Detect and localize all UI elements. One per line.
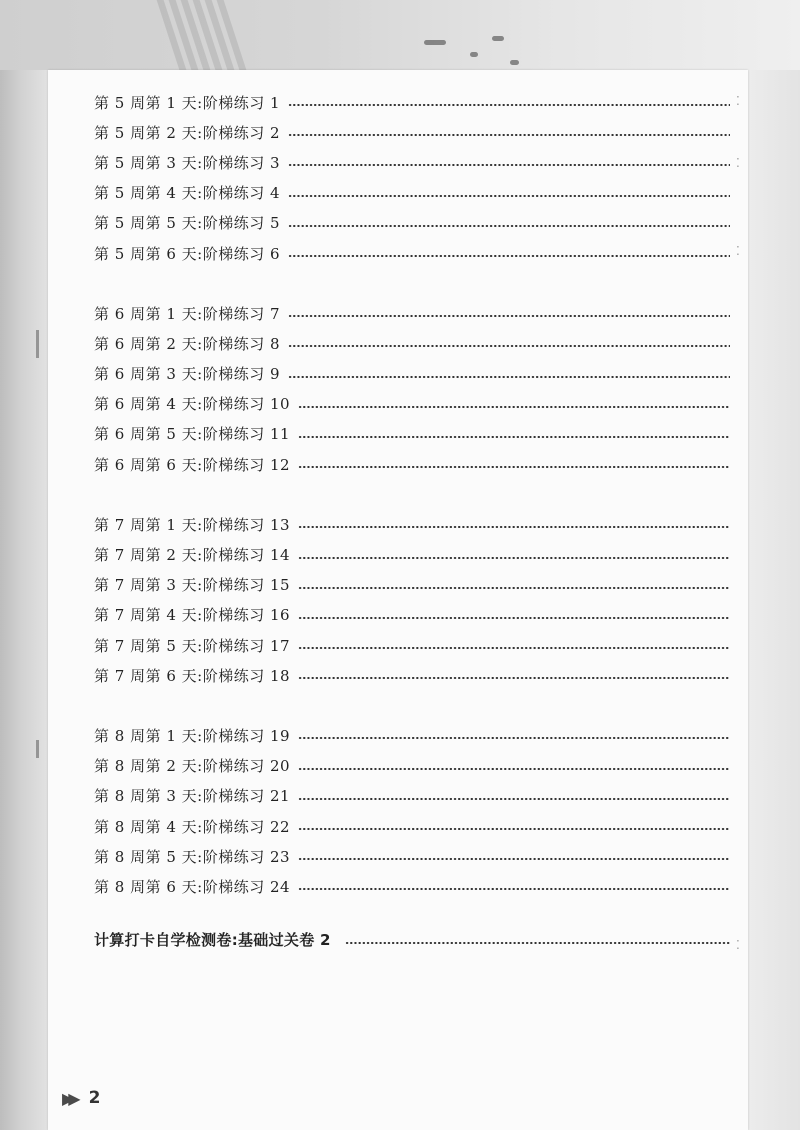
scan-scuff — [36, 740, 39, 758]
dot-leader — [288, 195, 730, 197]
edge-bleed-mark: ⁚ — [736, 938, 740, 952]
toc-entry-label: 第 5 周第 6 天:阶梯练习 6 — [94, 244, 281, 263]
toc-entry[interactable] — [94, 419, 734, 449]
toc-entry[interactable] — [94, 389, 734, 419]
toc-entry[interactable] — [94, 87, 734, 117]
dot-leader — [298, 677, 730, 679]
toc-entry-label: 第 5 周第 2 天:阶梯练习 2 — [94, 123, 281, 142]
toc-entry[interactable] — [94, 208, 734, 238]
toc-entry-label: 第 6 周第 3 天:阶梯练习 9 — [94, 365, 281, 384]
toc-entry[interactable] — [94, 509, 734, 539]
toc-entry-label: 第 8 周第 2 天:阶梯练习 20 — [94, 757, 291, 776]
dot-leader — [288, 134, 730, 136]
toc-entry-label: 第 5 周第 3 天:阶梯练习 3 — [94, 153, 281, 172]
edge-bleed-mark: ⁚ — [736, 244, 740, 258]
toc-entry[interactable] — [94, 178, 734, 208]
toc-entry-label: 第 6 周第 1 天:阶梯练习 7 — [94, 304, 281, 323]
dot-leader — [298, 737, 730, 739]
toc-group-gap — [94, 690, 734, 720]
dot-leader — [298, 557, 730, 559]
toc-entry[interactable] — [94, 751, 734, 781]
toc-entry-label: 第 6 周第 4 天:阶梯练习 10 — [94, 395, 291, 414]
scan-scuff — [36, 330, 39, 358]
dot-leader — [298, 798, 730, 800]
toc-entry[interactable] — [94, 781, 734, 811]
toc-entry-label: 第 7 周第 4 天:阶梯练习 16 — [94, 606, 291, 625]
toc-entry[interactable] — [94, 147, 734, 177]
edge-bleed-mark: ⁚ — [736, 156, 740, 170]
toc-entry[interactable] — [94, 328, 734, 358]
toc-entry-label: 第 5 周第 5 天:阶梯练习 5 — [94, 214, 281, 233]
toc-entry-label: 第 8 周第 5 天:阶梯练习 23 — [94, 847, 291, 866]
scan-mark — [492, 36, 504, 41]
table-of-contents — [94, 87, 734, 955]
toc-entry[interactable] — [94, 298, 734, 328]
toc-entry-label: 第 6 周第 2 天:阶梯练习 8 — [94, 334, 281, 353]
dot-leader — [288, 164, 730, 166]
dot-leader — [298, 647, 730, 649]
toc-entry-label: 第 7 周第 3 天:阶梯练习 15 — [94, 576, 291, 595]
toc-entry-label: 第 8 周第 6 天:阶梯练习 24 — [94, 877, 291, 896]
scan-top-band — [0, 0, 800, 70]
toc-entry-label: 第 8 周第 1 天:阶梯练习 19 — [94, 726, 291, 745]
dot-leader — [288, 376, 730, 378]
dot-leader — [288, 315, 730, 317]
toc-entry-label: 第 8 周第 3 天:阶梯练习 21 — [94, 787, 291, 806]
toc-entry-label: 第 5 周第 1 天:阶梯练习 1 — [94, 93, 281, 112]
toc-entry-label: 第 7 周第 5 天:阶梯练习 17 — [94, 636, 291, 655]
dot-leader — [298, 406, 730, 408]
scan-mark — [424, 40, 446, 45]
toc-group-gap — [94, 479, 734, 509]
toc-entry[interactable] — [94, 449, 734, 479]
dot-leader — [288, 104, 730, 106]
dot-leader — [288, 255, 730, 257]
toc-entry[interactable] — [94, 871, 734, 901]
dot-leader — [288, 345, 730, 347]
toc-entry[interactable] — [94, 811, 734, 841]
page-footer — [62, 1088, 100, 1108]
toc-entry-test[interactable] — [94, 925, 734, 955]
dot-leader — [298, 888, 730, 890]
dot-leader — [298, 858, 730, 860]
toc-entry-label: 第 7 周第 1 天:阶梯练习 13 — [94, 515, 291, 534]
toc-entry[interactable] — [94, 359, 734, 389]
toc-entry[interactable] — [94, 117, 734, 147]
toc-entry[interactable] — [94, 600, 734, 630]
toc-group-gap — [94, 268, 734, 298]
dot-leader — [288, 225, 730, 227]
dot-leader — [298, 587, 730, 589]
toc-entry-label: 第 8 周第 4 天:阶梯练习 22 — [94, 817, 291, 836]
toc-entry[interactable] — [94, 238, 734, 268]
dot-leader — [298, 828, 730, 830]
dot-leader — [298, 526, 730, 528]
scan-left-edge — [0, 70, 48, 1130]
dot-leader — [298, 768, 730, 770]
toc-entry[interactable] — [94, 539, 734, 569]
dot-leader — [345, 942, 730, 944]
toc-entry[interactable] — [94, 841, 734, 871]
dot-leader — [298, 436, 730, 438]
toc-entry-label: 第 7 周第 6 天:阶梯练习 18 — [94, 666, 291, 685]
page-number: 2 — [88, 1088, 101, 1108]
toc-entry-label: 第 6 周第 5 天:阶梯练习 11 — [94, 425, 291, 444]
toc-entry[interactable] — [94, 720, 734, 750]
double-right-arrow-icon: ▶▶ — [62, 1088, 75, 1108]
dot-leader — [298, 466, 730, 468]
toc-entry[interactable] — [94, 570, 734, 600]
dot-leader — [298, 617, 730, 619]
toc-entry-label: 第 6 周第 6 天:阶梯练习 12 — [94, 455, 291, 474]
toc-entry[interactable] — [94, 630, 734, 660]
toc-entry[interactable] — [94, 660, 734, 690]
scan-mark — [510, 60, 519, 65]
scan-right-edge — [748, 70, 800, 1130]
toc-entry-label: 第 5 周第 4 天:阶梯练习 4 — [94, 184, 281, 203]
toc-entry-label: 计算打卡自学检测卷:基础过关卷 2 — [94, 931, 331, 950]
scan-mark — [470, 52, 478, 57]
toc-entry-label: 第 7 周第 2 天:阶梯练习 14 — [94, 546, 291, 565]
edge-bleed-mark: ⁚ — [736, 94, 740, 108]
